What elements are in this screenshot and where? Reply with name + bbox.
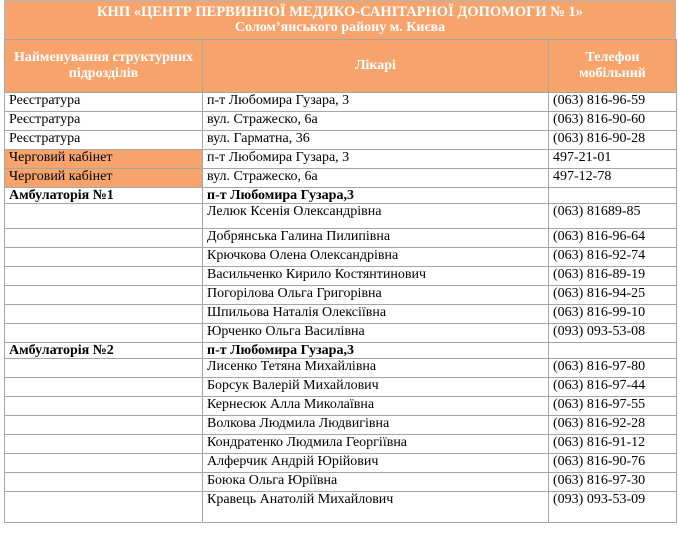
cell-phone: (063) 816-89-19 — [549, 267, 677, 286]
cell-doctor: вул. Стражеско, 6а — [203, 112, 549, 131]
table-row — [5, 359, 677, 378]
cell-doctor: Борсук Валерій Михайлович — [203, 378, 549, 397]
cell-doctor: п-т Любомира Гузара, 3 — [203, 93, 549, 112]
cell-phone: 497-21-01 — [549, 150, 677, 169]
cell-doctor: п-т Любомира Гузара,3 — [203, 188, 549, 204]
cell-phone: (063) 816-97-30 — [549, 473, 677, 492]
cell-doctor: Кравець Анатолій Михайлович — [203, 492, 549, 523]
cell-doctor: Алферчик Андрій Юрійович — [203, 454, 549, 473]
table-row — [5, 324, 677, 343]
cell-phone: (063) 816-97-44 — [549, 378, 677, 397]
table-row — [5, 378, 677, 397]
table-row — [5, 492, 677, 523]
cell-doctor: Лелюк Ксенія Олександрівна — [203, 204, 549, 229]
cell-doctor: Волкова Людмила Людвигівна — [203, 416, 549, 435]
cell-phone — [549, 188, 677, 204]
cell-doctor: Погорілова Ольга Григорівна — [203, 286, 549, 305]
cell-doctor: п-т Любомира Гузара,3 — [203, 343, 549, 359]
cell-phone: (063) 816-99-10 — [549, 305, 677, 324]
cell-unit — [5, 229, 203, 248]
cell-phone: (063) 816-90-60 — [549, 112, 677, 131]
title-line-2: Солом’янського району м. Києва — [234, 20, 446, 35]
table-row — [5, 435, 677, 454]
table-row — [5, 305, 677, 324]
contacts-sheet — [4, 0, 676, 523]
table-row — [5, 204, 677, 229]
header-doctors: Лікарі — [203, 40, 549, 93]
table-row — [5, 473, 677, 492]
cell-phone — [549, 343, 677, 359]
cell-phone: (063) 816-97-80 — [549, 359, 677, 378]
cell-phone: (063) 816-96-64 — [549, 229, 677, 248]
cell-unit: Амбулаторія №1 — [5, 188, 203, 204]
title-line-1: КНП «ЦЕНТР ПЕРВИННОЇ МЕДИКО-САНІТАРНОЇ ДОПОМОГИ № 1» — [97, 4, 583, 20]
cell-phone: (063) 816-94-25 — [549, 286, 677, 305]
cell-unit — [5, 473, 203, 492]
cell-unit — [5, 267, 203, 286]
cell-doctor: Васильченко Кирило Костянтинович — [203, 267, 549, 286]
cell-unit — [5, 305, 203, 324]
cell-unit — [5, 248, 203, 267]
cell-phone: (063) 816-92-74 — [549, 248, 677, 267]
cell-phone: (063) 816-90-28 — [549, 131, 677, 150]
cell-unit — [5, 286, 203, 305]
cell-unit — [5, 397, 203, 416]
cell-doctor: Шпильова Наталія Олексіївна — [203, 305, 549, 324]
cell-phone: (093) 093-53-08 — [549, 324, 677, 343]
table-header-row — [5, 40, 677, 93]
cell-phone: (063) 816-97-55 — [549, 397, 677, 416]
header-unit: Найменування структурних підрозділів — [5, 40, 203, 93]
cell-unit — [5, 435, 203, 454]
cell-phone: (063) 816-90-76 — [549, 454, 677, 473]
cell-doctor: Крючкова Олена Олександрівна — [203, 248, 549, 267]
cell-doctor: Кондратенко Людмила Георгіївна — [203, 435, 549, 454]
table-row — [5, 131, 677, 150]
table-row — [5, 93, 677, 112]
cell-unit — [5, 378, 203, 397]
cell-phone: (063) 816-91-12 — [549, 435, 677, 454]
cell-doctor: Боюка Ольга Юріївна — [203, 473, 549, 492]
cell-doctor: Кернесюк Алла Миколаївна — [203, 397, 549, 416]
cell-unit: Черговий кабінет — [5, 150, 203, 169]
contacts-table — [4, 39, 677, 523]
sheet-title — [4, 0, 676, 39]
cell-phone: (063) 816-96-59 — [549, 93, 677, 112]
table-row — [5, 286, 677, 305]
table-row — [5, 188, 677, 204]
cell-unit — [5, 454, 203, 473]
cell-phone: (063) 816-92-28 — [549, 416, 677, 435]
cell-doctor: вул. Стражеско, 6а — [203, 169, 549, 188]
table-row — [5, 454, 677, 473]
cell-doctor: вул. Гарматна, 36 — [203, 131, 549, 150]
table-row — [5, 397, 677, 416]
cell-unit — [5, 359, 203, 378]
cell-unit: Амбулаторія №2 — [5, 343, 203, 359]
table-row — [5, 150, 677, 169]
table-row — [5, 169, 677, 188]
cell-unit — [5, 324, 203, 343]
cell-doctor: Юрченко Ольга Василівна — [203, 324, 549, 343]
cell-phone: 497-12-78 — [549, 169, 677, 188]
cell-phone: (063) 81689-85 — [549, 204, 677, 229]
cell-unit — [5, 204, 203, 229]
table-row — [5, 112, 677, 131]
cell-unit — [5, 492, 203, 523]
header-phone: Телефон мобільний — [549, 40, 677, 93]
cell-doctor: Добрянська Галина Пилипівна — [203, 229, 549, 248]
cell-unit: Черговий кабінет — [5, 169, 203, 188]
cell-doctor: п-т Любомира Гузара, 3 — [203, 150, 549, 169]
cell-unit: Реєстратура — [5, 131, 203, 150]
table-row — [5, 343, 677, 359]
table-row — [5, 416, 677, 435]
table-row — [5, 248, 677, 267]
cell-doctor: Лисенко Тетяна Михайлівна — [203, 359, 549, 378]
cell-unit — [5, 416, 203, 435]
table-row — [5, 267, 677, 286]
table-row — [5, 229, 677, 248]
cell-unit: Реєстратура — [5, 93, 203, 112]
cell-phone: (093) 093-53-09 — [549, 492, 677, 523]
cell-unit: Реєстратура — [5, 112, 203, 131]
